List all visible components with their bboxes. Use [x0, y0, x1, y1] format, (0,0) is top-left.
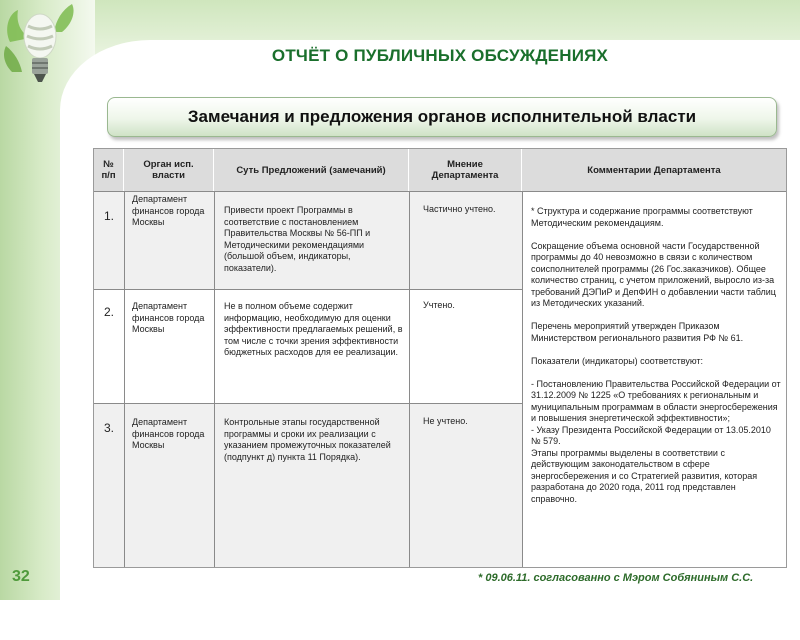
header-org: Орган исп. власти — [124, 149, 214, 191]
row-3-essence: Контрольные этапы государственной программы и сроки их реализации с указанием промежуточных показателей (подпункт д) пункта 11 Порядка). — [224, 417, 391, 462]
header-essence: Суть Предложений (замечаний) — [214, 149, 409, 191]
section-banner-text: Замечания и предложения органов исполнительной власти — [187, 107, 697, 126]
grid-line — [94, 289, 522, 290]
footnote: * 09.06.11. согласованно с Мэром Собяниным С.С. — [478, 572, 754, 584]
row-3-organization: Департамент финансов города Москвы — [132, 417, 205, 450]
grid-line — [522, 191, 523, 567]
row-2-organization: Департамент финансов города Москвы — [132, 301, 205, 334]
grid-line — [214, 191, 215, 567]
row-1-organization: Департамент финансов города Москвы — [132, 194, 205, 227]
slide-number: 32 — [12, 568, 30, 585]
header-num: № п/п — [94, 149, 124, 191]
row-1-essence: Привести проект Программы в соответствие с постановлением Правительства Москвы № 56-ПП и Методическими рекомендациями (большой объем, индикаторы, показатели). — [224, 205, 371, 273]
row-2-number: 2. — [104, 305, 115, 319]
row-3-number: 3. — [104, 421, 115, 435]
page-title: ОТЧЁТ О ПУБЛИЧНЫХ ОБСУЖДЕНИЯХ — [271, 46, 609, 65]
row-1-number: 1. — [104, 209, 115, 223]
grid-line — [94, 403, 522, 404]
row-2-opinion: Учтено. — [423, 300, 455, 310]
row-3-opinion: Не учтено. — [423, 416, 468, 426]
department-comments: * Структура и содержание программы соответствуют Методическим рекомендациям. Сокращение объема основной части Государственной программы до 40 невозможно в связи с количеством соисполнителей программы (26 Гос.заказчиков). Общее количество страниц, с учетом приложений, выросло из-за требований ДЭПиР и ДепФИН о добавлении части таблиц из Методических указаний. Перечень мероприятий утвержден Приказом Министерством регионального развития РФ № 61. Показатели (индикаторы) соответствуют: - Постановлению Правительства Российской Федерации от 31.12.2009 № 1225 «О требованиях к региональным и муниципальным программам в области энергосбережения и повышения энергетической эффективности»; - Указу Президента Российской Федерации от 13.05.2010 № 579. Этапы программы выделены в соответствии с действующим законодательством в сфере энергосбережения и со Стратегией развития, которая разработана до 2020 года, 2011 год представлен справочно. — [531, 206, 781, 504]
section-banner — [107, 97, 777, 137]
comments-table — [93, 148, 787, 568]
grid-line — [409, 191, 410, 567]
grid-line — [94, 191, 786, 192]
header-comments: Комментарии Департамента — [522, 149, 786, 191]
grid-line — [124, 191, 125, 567]
row-1-opinion: Частично учтено. — [423, 204, 496, 214]
light-bulb-icon — [2, 2, 78, 102]
header-opinion: Мнение Департамента — [409, 149, 522, 191]
row-2-essence: Не в полном объеме содержит информацию, необходимую для оценки эффективности предлагаемых решений, в том числе с точки зрения эффективности бюджетных расходов для ее реализации. — [224, 301, 403, 357]
